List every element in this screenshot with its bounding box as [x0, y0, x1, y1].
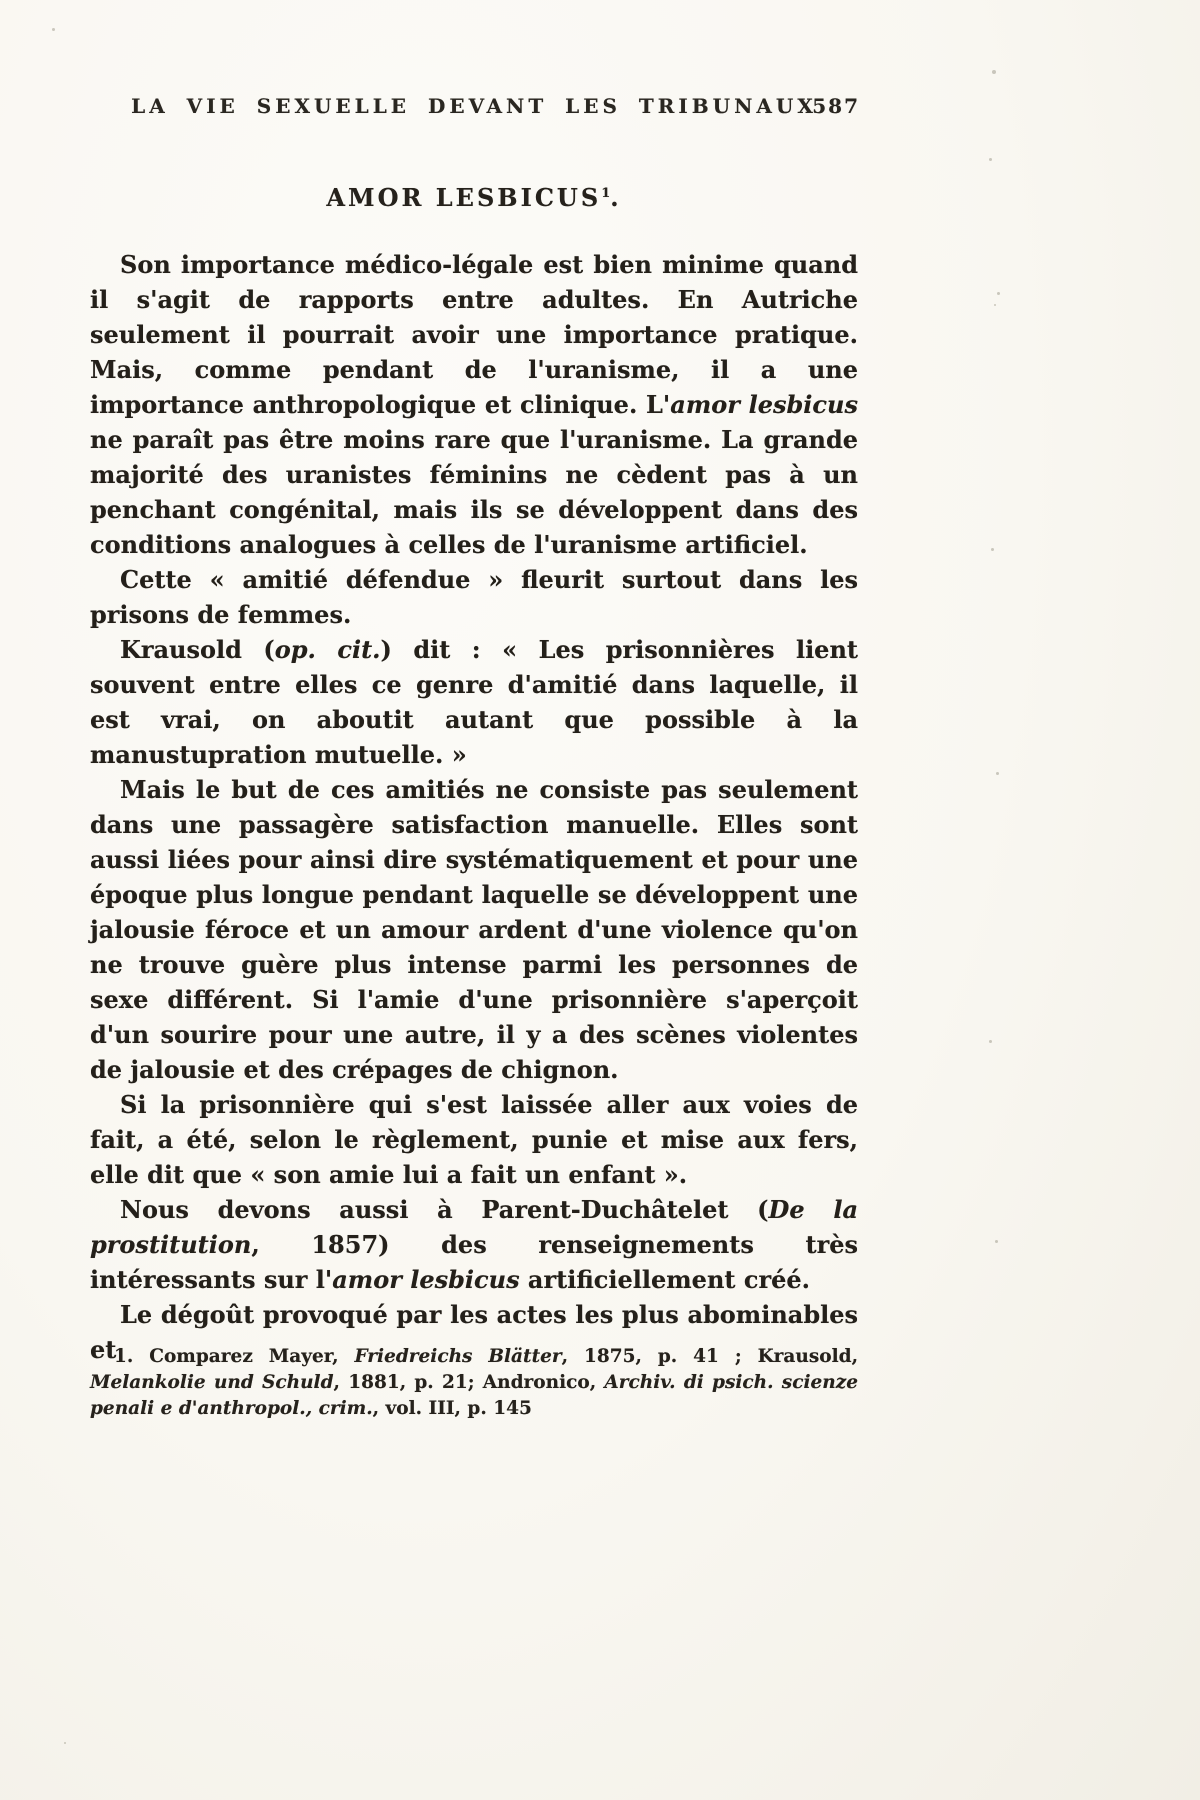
italic-text: Friedreichs Blätter	[354, 1346, 562, 1367]
text-run: Nous devons aussi à Parent-Duchâtelet (	[120, 1195, 769, 1224]
italic-text: amor lesbicus	[332, 1265, 520, 1294]
footnote-text	[90, 1344, 858, 1422]
scan-speckle	[64, 1742, 66, 1744]
text-run: artificiellement créé.	[519, 1265, 810, 1294]
text-run: Mais le but de ces amitiés ne consiste pas seulement dans une passagère satisfaction manuelle. Elles sont aussi liées pour ainsi dire systématiquement et pour une époque plus longue pendant laquelle se développent une jalousie féroce et un amour ardent d'une violence qu'on ne trouve guère plus intense parmi les personnes de sexe différent. Si l'amie d'une prisonnière s'aperçoit d'un sourire pour une autre, il y a des scènes violentes de jalousie et des crépages de chignon.	[90, 775, 858, 1084]
paragraph	[90, 562, 858, 632]
scan-speckle	[996, 772, 999, 775]
body-paragraphs	[90, 247, 858, 1367]
paragraph	[90, 1192, 858, 1297]
italic-text: Archiv. di psich. scienze penali e d'anthropol., crim.	[90, 1372, 859, 1419]
page-number: 587	[812, 94, 860, 118]
italic-text: De la prostitution	[90, 1195, 859, 1259]
scan-speckle	[995, 1240, 998, 1243]
scan-speckle	[52, 28, 55, 31]
text-run: 1. Comparez Mayer,	[114, 1346, 355, 1367]
text-run: , vol. III, p. 145	[372, 1398, 532, 1419]
italic-text: op. cit.	[274, 635, 381, 664]
italic-text: amor lesbicus	[670, 390, 859, 419]
running-head-title: LA VIE SEXUELLE DEVANT LES TRIBUNAUX	[131, 94, 817, 118]
text-run: Son importance médico-légale est bien minime quand il s'agit de rapports entre adultes. En Autriche seulement il pourrait avoir une importance pratique. Mais, comme pendant de l'uranisme, il a une importance anthropologique et clinique. L'	[90, 250, 858, 419]
paragraph	[90, 1087, 858, 1192]
text-run: Si la prisonnière qui s'est laissée aller aux voies de fait, a été, selon le règlement, punie et mise aux fers, elle dit que « son amie lui a fait un enfant ».	[90, 1090, 858, 1189]
paragraph	[90, 632, 858, 772]
footnote	[90, 1344, 858, 1422]
scan-speckle	[994, 304, 996, 306]
running-head	[90, 94, 858, 118]
scan-speckle	[991, 548, 994, 551]
text-run: ne paraît pas être moins rare que l'uranisme. La grande majorité des uranistes féminins ne cèdent pas à un penchant congénital, mais ils se développent dans des conditions analogues à celles de l'uranisme artificiel.	[90, 425, 858, 559]
scan-speckle	[989, 158, 992, 161]
scan-speckle	[989, 1040, 992, 1043]
text-run: , 1875, p. 41 ; Krausold,	[561, 1346, 859, 1367]
text-run: , 1881, p. 21; Andronico,	[333, 1372, 605, 1393]
scan-speckle	[992, 70, 996, 74]
scan-speckle	[997, 292, 1000, 295]
text-run: ) dit : « Les prisonnières lient souvent entre elles ce genre d'amitié dans laquelle, il est vrai, on aboutit autant que possible à la manustupration mutuelle. »	[90, 635, 858, 769]
chapter-title	[90, 183, 858, 212]
text-run: Krausold (	[120, 635, 275, 664]
paragraph	[90, 247, 858, 562]
paragraph	[90, 772, 858, 1087]
footnote-ref: 1	[601, 186, 611, 201]
chapter-title-text: AMOR LESBICUS	[326, 183, 602, 212]
italic-text: Melankolie und Schuld	[90, 1372, 334, 1393]
text-run: Cette « amitié défendue » fleurit surtout dans les prisons de femmes.	[90, 565, 858, 629]
chapter-title-period: .	[610, 183, 622, 212]
text-run: , 1857) des renseignements très intéressants sur l'	[90, 1230, 858, 1294]
text-run: Le dégoût provoqué par les actes les plus abominables et	[90, 1300, 858, 1364]
